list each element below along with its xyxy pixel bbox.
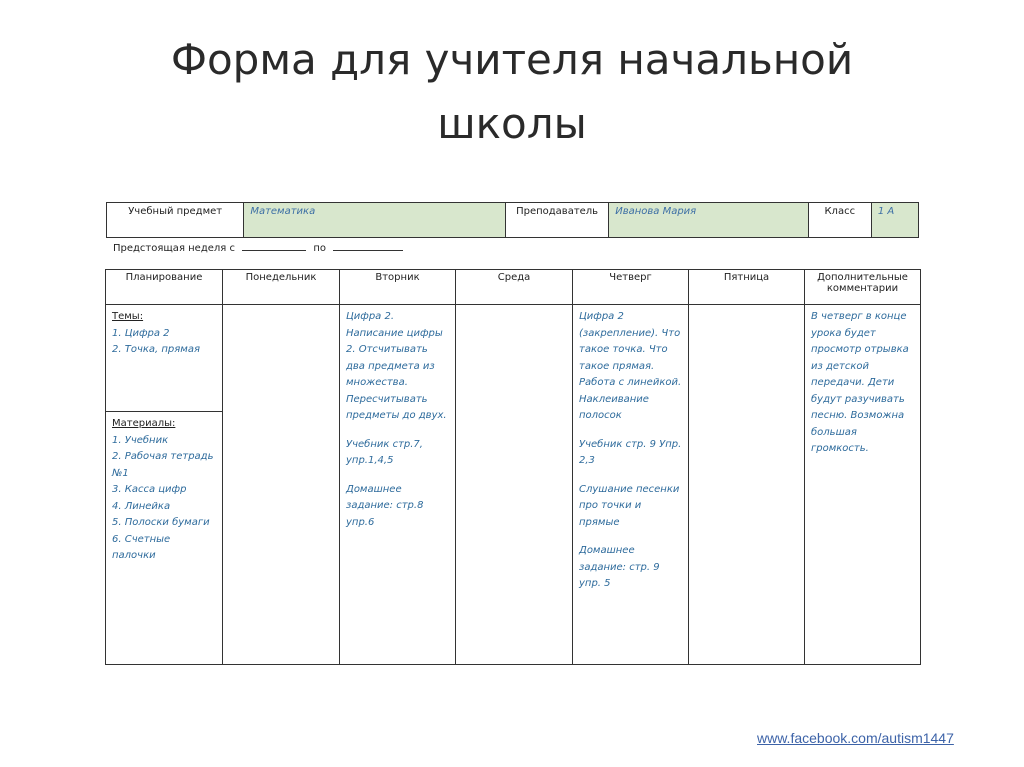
materials-section (106, 412, 222, 569)
col-tuesday: Вторник (340, 270, 456, 305)
comments-text: В четверг в конце урока будет просмотр отрывка из детской передачи. Дети будут разучивать песню. Возможна большая громкость. (811, 311, 909, 454)
wednesday-cell (456, 305, 573, 665)
tuesday-cell (340, 305, 456, 665)
title-line-2: школы (437, 99, 587, 148)
topic-item: 1. Цифра 2 (112, 327, 170, 339)
class-label: Класс (808, 203, 871, 238)
tuesday-text: Цифра 2. Написание цифры 2. Отсчитывать два предмета из множества. Пересчитывать предметы до двух. (346, 311, 447, 421)
topic-item: 2. Точка, прямая (112, 344, 200, 355)
friday-cell (689, 305, 805, 665)
materials-label: Материалы: (112, 418, 176, 429)
class-value: 1 А (871, 203, 918, 238)
week-line (113, 242, 407, 254)
week-start-blank (242, 242, 306, 251)
material-item: 6. Счетные палочки (112, 533, 171, 561)
header-table (106, 202, 919, 238)
week-to-label: по (313, 243, 327, 254)
subject-label: Учебный предмет (107, 203, 244, 238)
thursday-text: Домашнее задание: стр. 9 упр. 5 (579, 545, 660, 589)
planning-table (105, 269, 921, 665)
planning-cell (106, 305, 223, 665)
col-monday: Понедельник (223, 270, 340, 305)
comments-cell (805, 305, 921, 665)
topics-section (106, 305, 222, 412)
col-thursday: Четверг (573, 270, 689, 305)
monday-cell (223, 305, 340, 665)
material-item: 3. Касса цифр (112, 484, 187, 495)
thursday-text: Слушание песенки про точки и прямые (579, 483, 680, 528)
col-wednesday: Среда (456, 270, 573, 305)
thursday-cell (573, 305, 689, 665)
material-item: 5. Полоски бумаги (112, 517, 210, 528)
tuesday-text: Учебник стр.7, упр.1,4,5 (346, 438, 423, 466)
topics-label: Темы: (112, 311, 144, 322)
col-friday: Пятница (689, 270, 805, 305)
col-comments: Дополнительные комментарии (805, 270, 921, 305)
page-title (0, 28, 1024, 156)
subject-value: Математика (244, 203, 506, 238)
material-item: 4. Линейка (112, 500, 171, 512)
tuesday-text: Домашнее задание: стр.8 упр.6 (346, 483, 424, 528)
teacher-label: Преподаватель (505, 203, 608, 238)
week-end-blank (333, 242, 403, 251)
title-line-1: Форма для учителя начальной (170, 35, 854, 84)
thursday-text: Учебник стр. 9 Упр. 2,3 (579, 438, 682, 466)
teacher-value: Иванова Мария (609, 203, 808, 238)
col-planning: Планирование (106, 270, 223, 305)
watermark-link[interactable]: www.facebook.com/autism1447 (757, 730, 954, 746)
material-item: 2. Рабочая тетрадь №1 (112, 451, 214, 479)
thursday-text: Цифра 2 (закрепление). Что такое точка. Что такое прямая. Работа с линейкой. Наклеивание полосок (579, 311, 682, 421)
material-item: 1. Учебник (112, 434, 169, 446)
week-label: Предстоящая неделя с (113, 243, 235, 254)
